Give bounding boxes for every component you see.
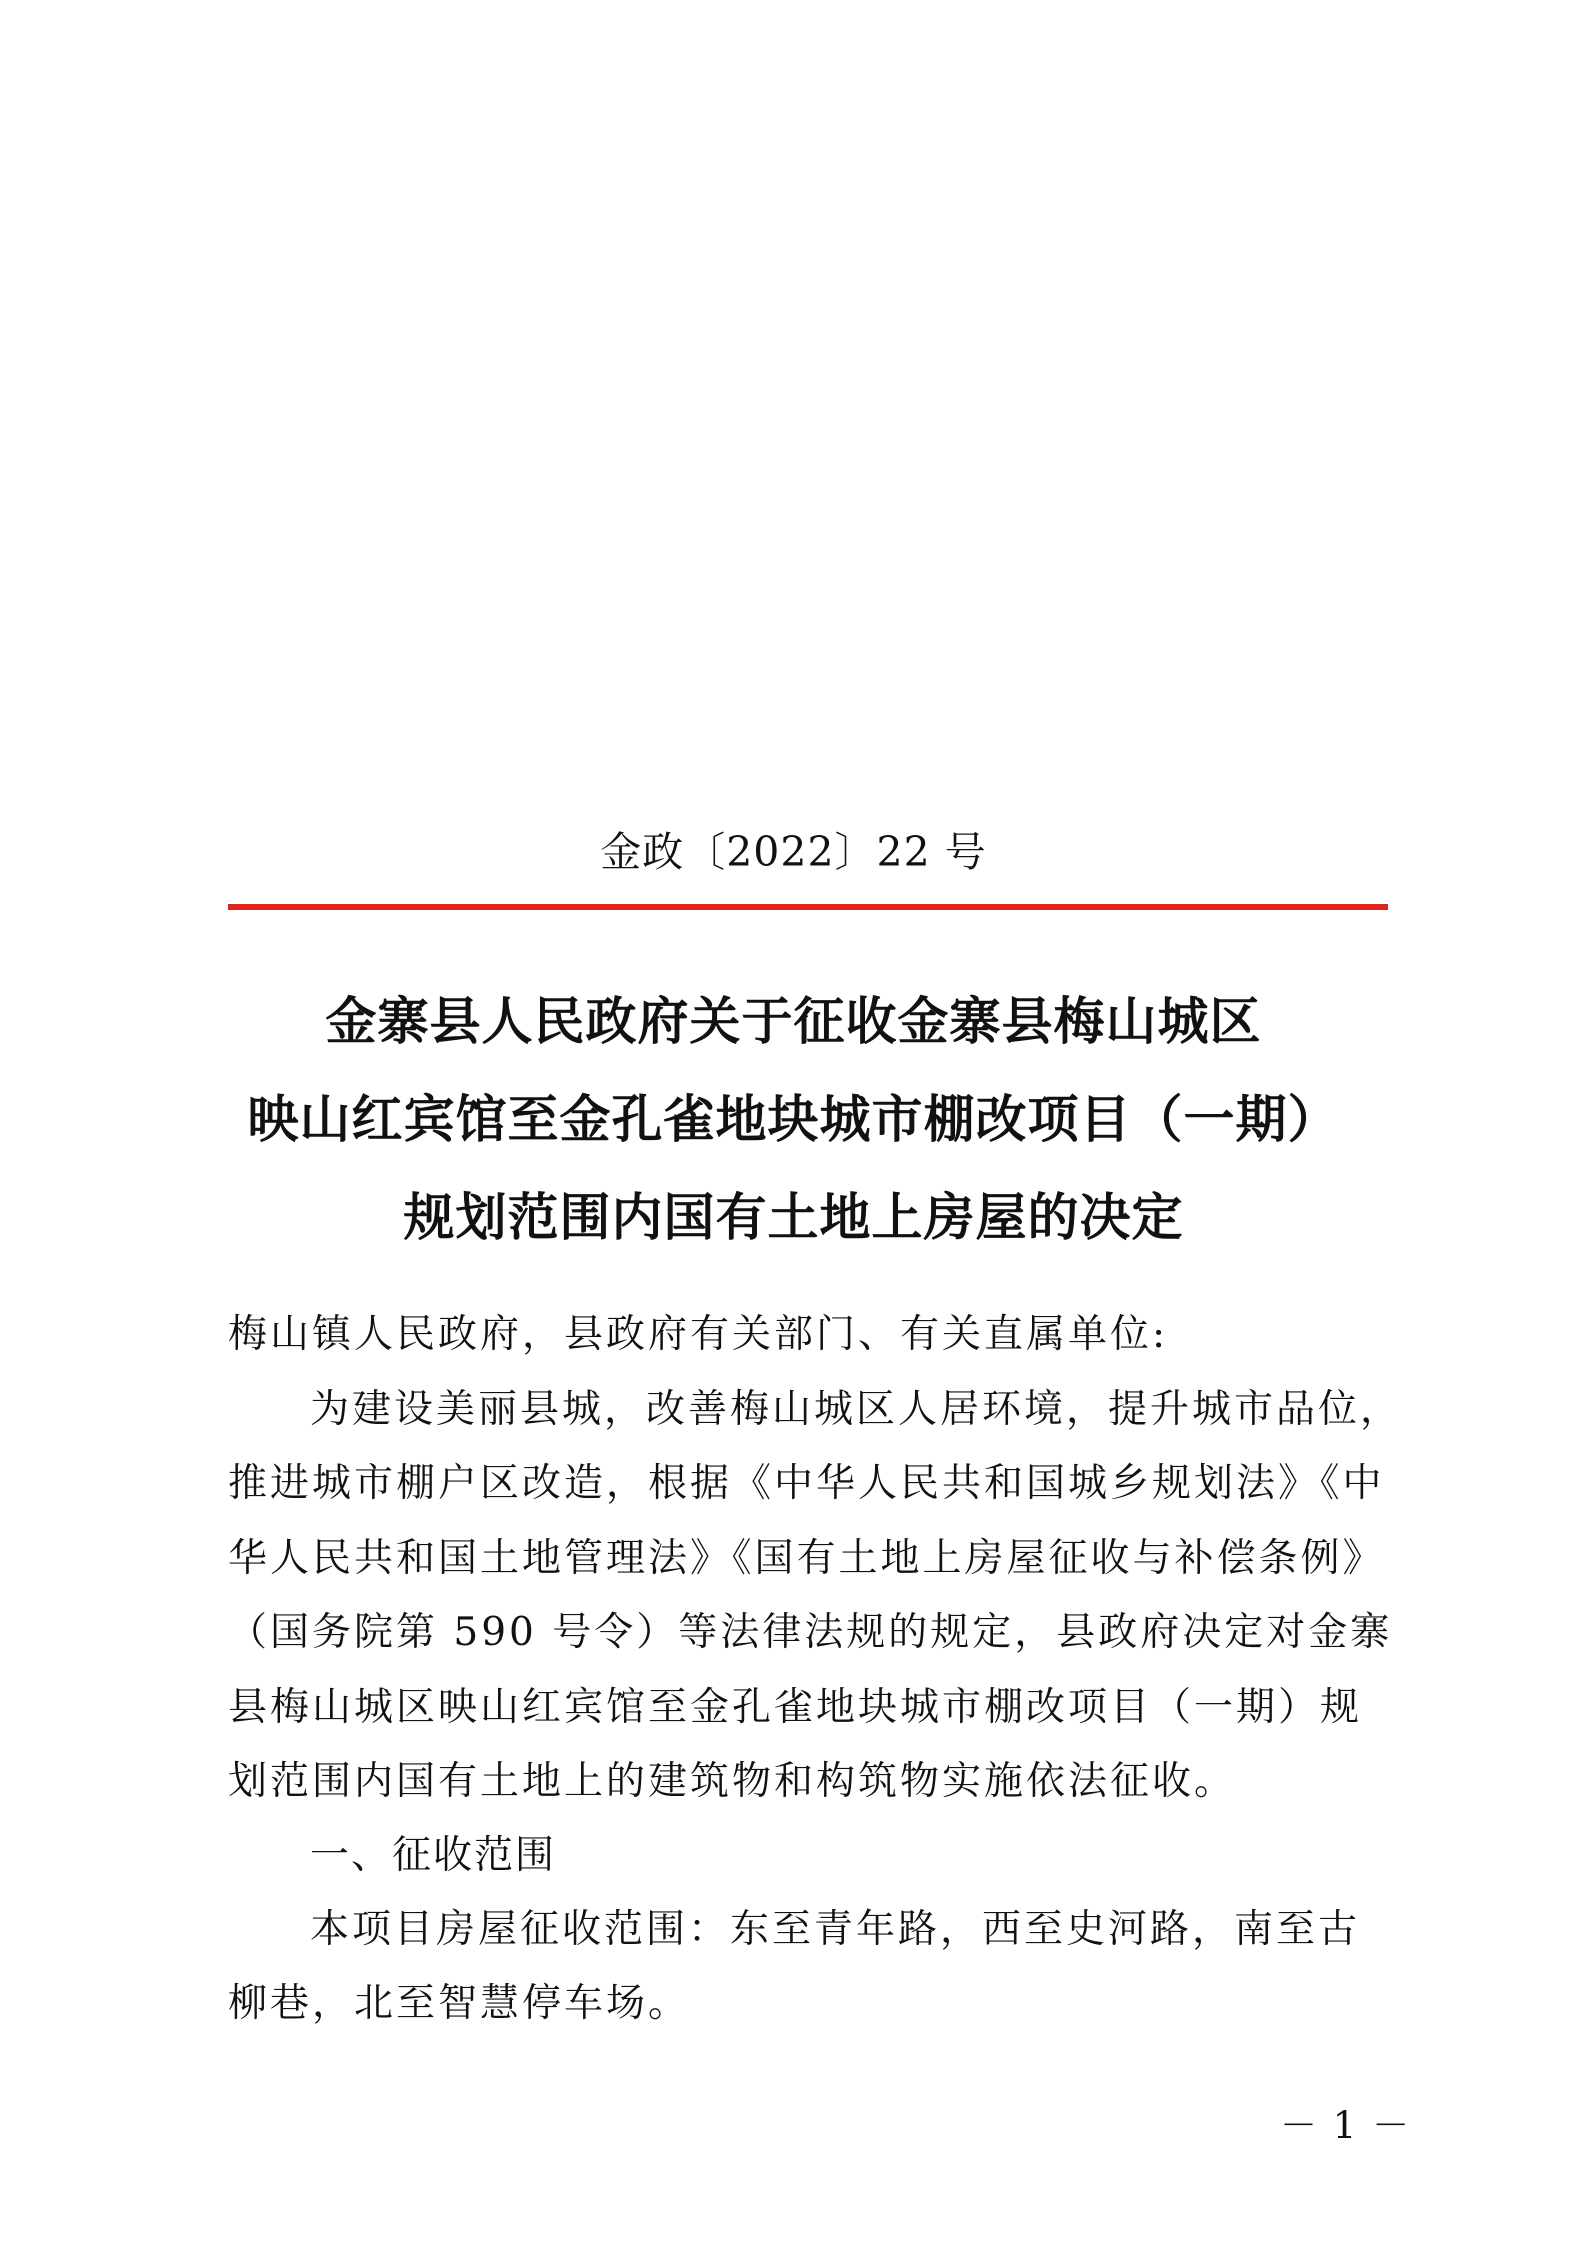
document-title-line-1: 金寨县人民政府关于征收金寨县梅山城区	[325, 993, 1262, 1052]
red-separator-line	[228, 904, 1388, 910]
document-title-line-2: 映山红宾馆至金孔雀地块城市棚改项目（一期）	[247, 1091, 1340, 1150]
paragraph-1-line-4: （国务院第 590 号令）等法律法规的规定，县政府决定对金寨	[228, 1610, 1393, 1655]
section-1-heading: 一、征收范围	[310, 1833, 557, 1878]
document-title-line-3: 规划范围内国有土地上房屋的决定	[403, 1189, 1184, 1248]
section-1-line-2: 柳巷，北至智慧停车场。	[228, 1981, 691, 2026]
paragraph-1-line-1: 为建设美丽县城，改善梅山城区人居环境，提升城市品位，	[310, 1387, 1403, 1432]
addressee: 梅山镇人民政府，县政府有关部门、有关直属单位:	[228, 1312, 1169, 1357]
document-number: 金政〔2022〕22 号	[600, 828, 987, 876]
paragraph-1-line-2: 推进城市棚户区改造，根据《中华人民共和国城乡规划法》《中	[228, 1461, 1385, 1506]
paragraph-1-line-3: 华人民共和国土地管理法》《国有土地上房屋征收与补偿条例》	[228, 1536, 1385, 1581]
page-number: － 1 －	[1280, 2104, 1412, 2147]
section-1-line-1: 本项目房屋征收范围：东至青年路，西至史河路，南至古	[310, 1907, 1361, 1952]
paragraph-1-line-6: 划范围内国有土地上的建筑物和构筑物实施依法征收。	[228, 1759, 1237, 1804]
paragraph-1-line-5: 县梅山城区映山红宾馆至金孔雀地块城市棚改项目（一期）规	[228, 1685, 1363, 1730]
